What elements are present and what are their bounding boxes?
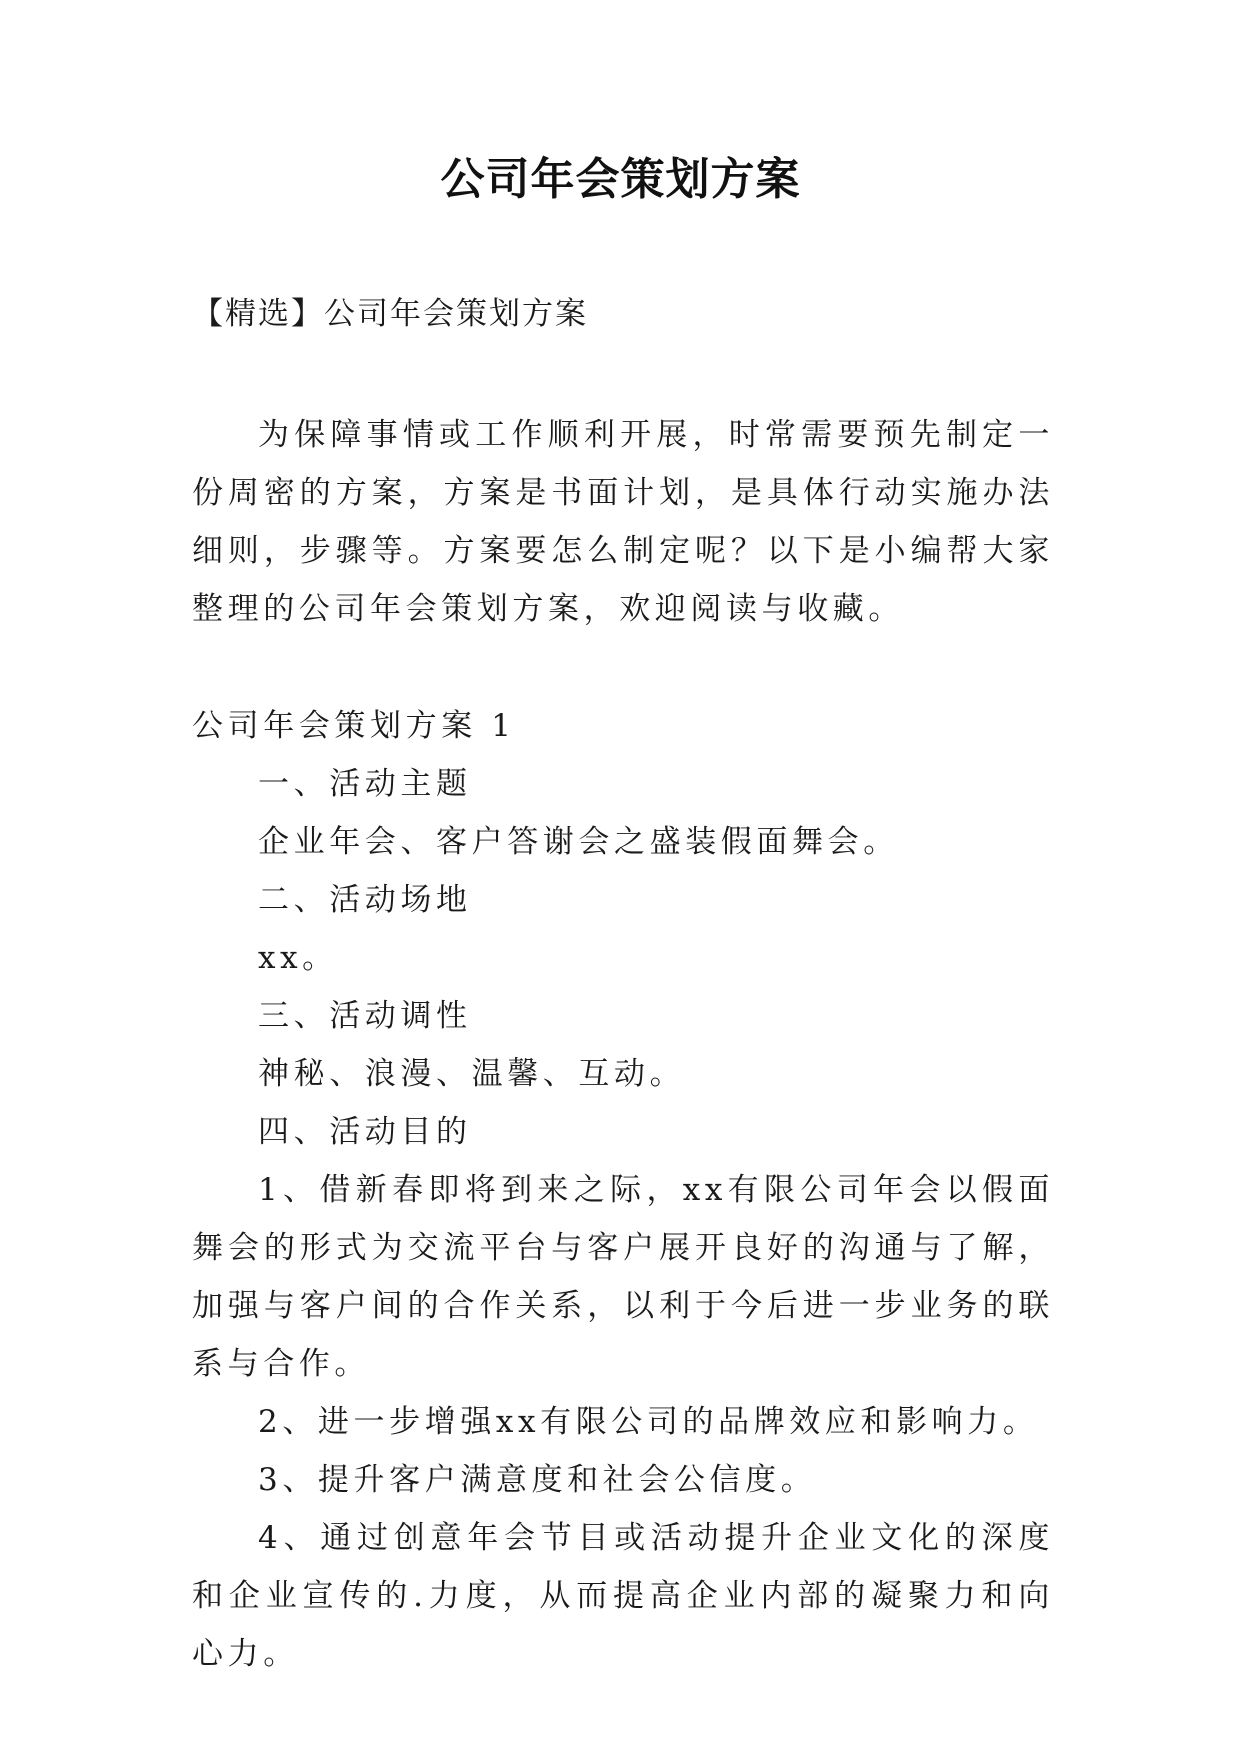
heading-activity-theme: 一、活动主题 xyxy=(258,766,472,802)
document-subtitle: 【精选】公司年会策划方案 xyxy=(192,296,588,332)
purpose-item-4: 4、通过创意年会节目或活动提升企业文化的深度和企业宣传的.力度，从而提高企业内部的凝聚力和向心力。 xyxy=(192,1520,1054,1672)
paragraph-activity-venue: xx。 xyxy=(258,940,338,976)
section-title: 公司年会策划方案 1 xyxy=(192,708,516,744)
purpose-item-1: 1、借新春即将到来之际，xx有限公司年会以假面舞会的形式为交流平台与客户展开良好的沟通与了解，加强与客户间的合作关系，以利于今后进一步业务的联系与合作。 xyxy=(192,1172,1054,1382)
heading-activity-venue: 二、活动场地 xyxy=(258,882,472,918)
plan-body xyxy=(192,697,1054,1683)
heading-activity-tone: 三、活动调性 xyxy=(258,998,472,1034)
purpose-item-3: 3、提升客户满意度和社会公信度。 xyxy=(258,1462,817,1498)
intro-paragraph: 为保障事情或工作顺利开展，时常需要预先制定一份周密的方案，方案是书面计划，是具体行动实施办法细则，步骤等。方案要怎么制定呢？以下是小编帮大家整理的公司年会策划方案，欢迎阅读与收藏。 xyxy=(192,417,1054,627)
document-title: 公司年会策划方案 xyxy=(440,154,801,205)
purpose-item-2: 2、进一步增强xx有限公司的品牌效应和影响力。 xyxy=(258,1404,1039,1440)
paragraph-activity-tone: 神秘、浪漫、温馨、互动。 xyxy=(258,1056,686,1092)
paragraph-activity-theme: 企业年会、客户答谢会之盛装假面舞会。 xyxy=(258,824,899,860)
heading-activity-purpose: 四、活动目的 xyxy=(258,1114,472,1150)
